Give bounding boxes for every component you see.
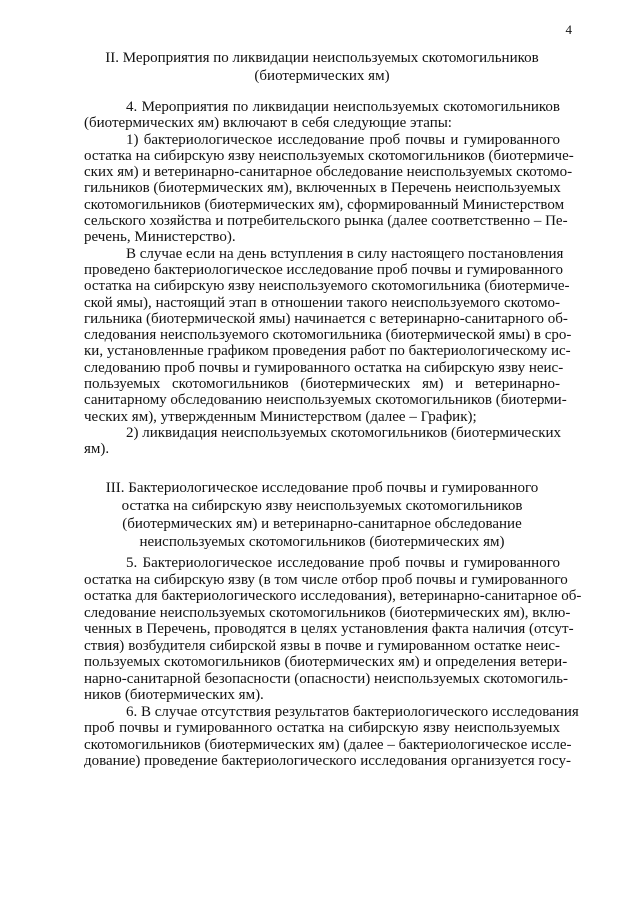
text-line: скотомогильников (биотермических ям) (далее – бактериологическое иссле- xyxy=(84,736,572,753)
text-line: ников (биотермических ям). xyxy=(84,687,264,703)
heading-line: остатка на сибирскую язву неиспользуемых скотомогильников xyxy=(121,498,523,514)
text-line: речень, Министерство). xyxy=(84,229,236,246)
text-line: гильников (биотермических ям), включенных в Перечень неиспользуемых xyxy=(84,180,561,197)
section-heading-ii xyxy=(84,49,560,85)
text-line: пользуемых скотомогильников (биотермических ям) и определения ветери- xyxy=(84,654,568,670)
page-number: 4 xyxy=(565,22,572,37)
text-line: ствия) возбудителя сибирской язвы в почве и гумированном остатке неис- xyxy=(84,637,560,654)
text-line: гильника (биотермической ямы) начинается с ветеринарно-санитарного об- xyxy=(84,310,568,327)
heading-line: III. Бактериологическое исследование проб почвы и гумированного xyxy=(105,480,539,496)
paragraph xyxy=(84,99,560,132)
section-heading-iii xyxy=(84,479,560,551)
text-line: ских ям) и ветеринарно-санитарное обследование неиспользуемых скотомо- xyxy=(84,164,573,181)
heading-line: неиспользуемых скотомогильников (биотермических ям) xyxy=(139,534,505,550)
text-line: ям). xyxy=(84,441,110,458)
section-ii-body xyxy=(84,99,574,458)
text-line: В случае если на день вступления в силу настоящего постановления xyxy=(126,245,564,262)
text-line: следованию проб почвы и гумированного остатка на сибирскую язву неис- xyxy=(84,359,564,376)
text-line: остатка на сибирскую язву неиспользуемого скотомогильника (биотермиче- xyxy=(84,278,570,295)
text-line: 5. Бактериологическое исследование проб почвы и гумированного xyxy=(126,555,560,571)
text-line: проб почвы и гумированного остатка на сибирскую язву неиспользуемых xyxy=(84,720,560,736)
text-line: пользуемых скотомогильников (биотермических ям) и ветеринарно- xyxy=(84,376,560,393)
paragraph xyxy=(84,245,572,425)
text-line: следования неиспользуемого скотомогильника (биотермической ямы) в сро- xyxy=(84,327,572,344)
heading-line: II. Мероприятия по ликвидации неиспользуемых скотомогильников xyxy=(105,50,539,66)
text-line: ской ямы), настоящий этап в отношении такого неиспользуемого скотомо- xyxy=(84,294,560,311)
paragraph xyxy=(84,131,574,246)
text-line: ки, установленные графиком проведения работ по бактериологическому ис- xyxy=(84,343,571,360)
text-line: 1) бактериологическое исследование проб почвы и гумированного xyxy=(126,131,560,148)
heading-line: (биотермических ям) и ветеринарно-санитарное обследование xyxy=(122,516,522,532)
text-line: ченных в Перечень, проводятся в целях установления факта наличия (отсут- xyxy=(84,621,574,637)
text-line: (биотермических ям) включают в себя следующие этапы: xyxy=(84,115,452,132)
text-line: ческих ям), утвержденным Министерством (далее – График); xyxy=(84,408,477,425)
paragraph xyxy=(84,703,579,770)
paragraph xyxy=(84,555,582,704)
text-line: скотомогильников (биотермических ям), сформированный Министерством xyxy=(84,196,565,213)
text-line: нарно-санитарной безопасности (опасности) неиспользуемых скотомогиль- xyxy=(84,670,568,687)
heading-line: (биотермических ям) xyxy=(254,68,390,84)
text-line: остатка на сибирскую язву (в том числе отбор проб почвы и гумированного xyxy=(84,571,568,588)
text-line: 6. В случае отсутствия результатов бактериологического исследования xyxy=(126,703,579,720)
text-line: следование неиспользуемых скотомогильников (биотермических ям), вклю- xyxy=(84,604,571,621)
text-line: 2) ликвидация неиспользуемых скотомогильников (биотермических xyxy=(126,424,562,441)
text-line: санитарному обследованию неиспользуемых скотомогильников (биотерми- xyxy=(84,392,567,409)
text-line: дование) проведение бактериологического исследования организуется госу- xyxy=(84,753,571,769)
text-line: проведено бактериологическое исследование проб почвы и гумированного xyxy=(84,261,564,278)
paragraph xyxy=(84,425,560,458)
text-line: сельского хозяйства и потребительского рынка (далее соответственно – Пе- xyxy=(84,213,568,230)
text-line: остатка для бактериологического исследования), ветеринарно-санитарное об- xyxy=(84,588,582,604)
text-line: остатка на сибирскую язву неиспользуемых скотомогильников (биотермиче- xyxy=(84,147,574,164)
text-line: 4. Мероприятия по ликвидации неиспользуемых скотомогильников xyxy=(126,99,560,115)
section-iii-body xyxy=(84,555,582,770)
